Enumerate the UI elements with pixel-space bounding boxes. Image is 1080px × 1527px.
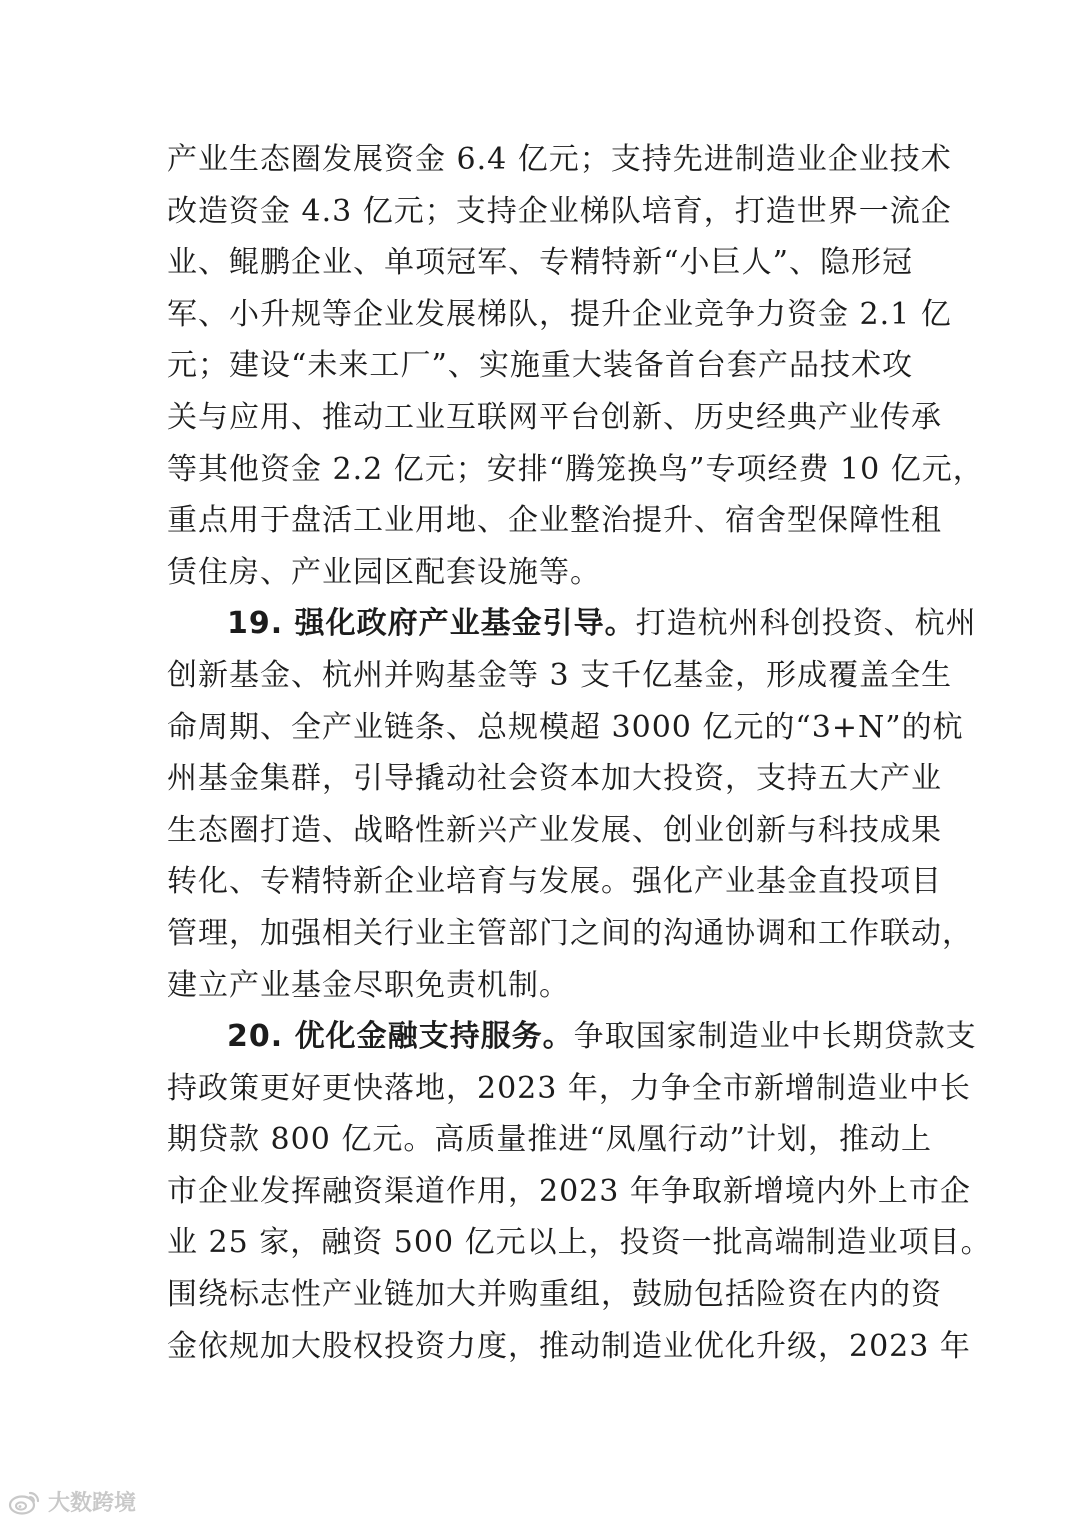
text-line: 业 25 家，融资 500 亿元以上，投资一批高端制造业项目。 (167, 1225, 992, 1261)
text-line: 重点用于盘活工业用地、企业整治提升、宿舍型保障性租 (167, 503, 942, 539)
paragraph-funds (167, 134, 984, 598)
text-line: 转化、专精特新企业培育与发展。强化产业基金直投项目 (167, 864, 942, 900)
paragraph-heading: 19. 强化政府产业基金引导。 (227, 606, 636, 642)
text-line: 生态圈打造、战略性新兴产业发展、创业创新与科技成果 (167, 812, 942, 848)
text-line: 建立产业基金尽职免责机制。 (167, 967, 570, 1003)
paragraph-19 (167, 598, 977, 1011)
text-line: 期贷款 800 亿元。高质量推进“凤凰行动”计划，推动上 (167, 1122, 933, 1158)
text-line: 州基金集群，引导撬动社会资本加大投资，支持五大产业 (167, 761, 942, 797)
text-line: 改造资金 4.3 亿元；支持企业梯队培育，打造世界一流企 (167, 193, 952, 229)
text-line: 军、小升规等企业发展梯队，提升企业竞争力资金 2.1 亿 (167, 296, 952, 332)
text-line: 创新基金、杭州并购基金等 3 支千亿基金，形成覆盖全生 (167, 657, 953, 693)
paragraph-first-line (167, 1011, 977, 1063)
paragraph-first-line (167, 598, 977, 650)
watermark (8, 1486, 136, 1517)
paragraph-heading: 20. 优化金融支持服务。 (227, 1019, 574, 1055)
text-line: 业、鲲鹏企业、单项冠军、专精特新“小巨人”、隐形冠 (167, 245, 913, 281)
text-line: 命周期、全产业链条、总规模超 3000 亿元的“3+N”的杭 (167, 709, 964, 745)
watermark-text: 大数跨境 (48, 1491, 137, 1516)
text-line: 管理，加强相关行业主管部门之间的沟通协调和工作联动， (167, 915, 973, 951)
text-line: 等其他资金 2.2 亿元；安排“腾笼换鸟”专项经费 10 亿元， (167, 451, 984, 487)
text-line: 产业生态圈发展资金 6.4 亿元；支持先进制造业企业技术 (167, 142, 952, 177)
text-span: 打造杭州科创投资、杭州 (635, 606, 977, 642)
text-line: 持政策更好更快落地，2023 年，力争全市新增制造业中长 (167, 1070, 971, 1106)
paragraph-20 (167, 1011, 992, 1372)
weibo-logo-icon (8, 1488, 42, 1516)
text-line: 市企业发挥融资渠道作用，2023 年争取新增境内外上市企 (167, 1173, 971, 1209)
text-span: 争取国家制造业中长期贷款支 (573, 1019, 977, 1055)
text-line: 赁住房、产业园区配套设施等。 (167, 554, 601, 590)
text-line: 金依规加大股权投资力度，推动制造业优化升级，2023 年 (167, 1328, 971, 1364)
document-body (167, 134, 992, 1372)
text-line: 元；建设“未来工厂”、实施重大装备首台套产品技术攻 (167, 348, 913, 384)
text-line: 关与应用、推动工业互联网平台创新、历史经典产业传承 (167, 399, 942, 435)
text-line: 围绕标志性产业链加大并购重组，鼓励包括险资在内的资 (167, 1277, 942, 1313)
